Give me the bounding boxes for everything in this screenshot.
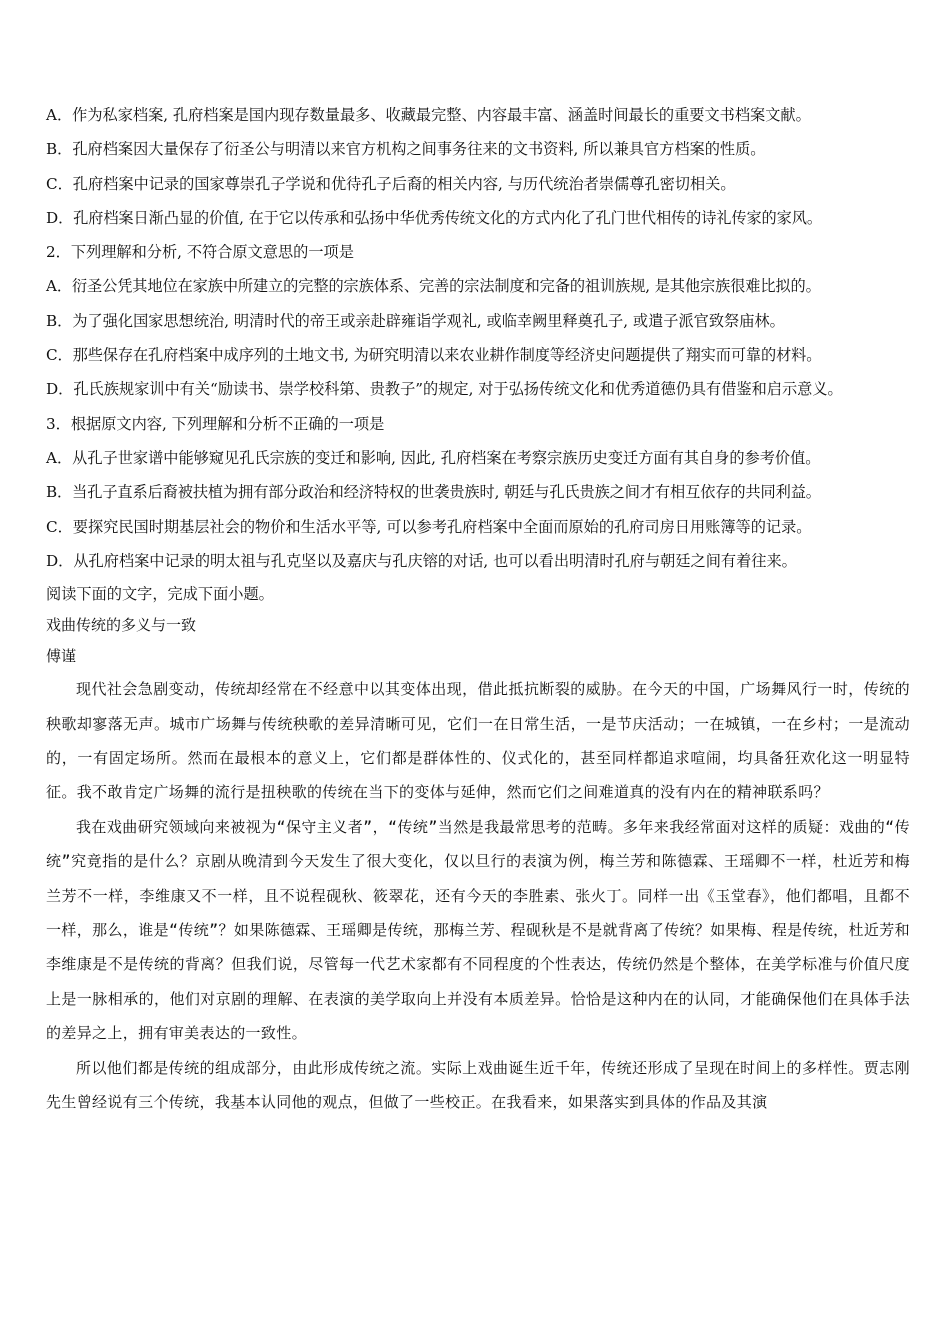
q3-option-d: D．从孔府档案中记录的明太祖与孔克坚以及嘉庆与孔庆镕的对话, 也可以看出明清时孔府与朝廷之间有着往来。 bbox=[46, 551, 797, 570]
q2-option-b: B．为了强化国家思想统治, 明清时代的帝王或亲赴辟雍诣学观礼, 或临幸阙里释奠孔子, 或遣子派官致祭庙林。 bbox=[46, 311, 785, 330]
q3-stem: 3．根据原文内容, 下列理解和分析不正确的一项是 bbox=[46, 414, 385, 433]
q1-option-a: A．作为私家档案, 孔府档案是国内现存数量最多、收藏最完整、内容最丰富、涵盖时间最长的重要文书档案文献。 bbox=[46, 106, 811, 124]
article-author: 傅谨 bbox=[46, 647, 77, 666]
q3-option-b: B．当孔子直系后裔被扶植为拥有部分政治和经济特权的世袭贵族时, 朝廷与孔氏贵族之间才有相互依存的共同利益。 bbox=[46, 483, 821, 502]
q2-option-c: C．那些保存在孔府档案中成序列的土地文书, 为研究明清以来农业耕作制度等经济史问题提供了翔实而可靠的材料。 bbox=[46, 346, 822, 365]
reading-instruction: 阅读下面的文字，完成下面小题。 bbox=[46, 585, 274, 604]
q1-option-c: C．孔府档案中记录的国家尊崇孔子学说和优待孔子后裔的相关内容, 与历代统治者崇儒尊孔密切相关。 bbox=[46, 174, 736, 193]
q3-option-c: C．要探究民国时期基层社会的物价和生活水平等, 可以参考孔府档案中全面而原始的孔府司房日用账簿等的记录。 bbox=[46, 517, 812, 536]
article-paragraph-2: 我在戏曲研究领域向来被视为“保守主义者”，“传统”当然是我最常思考的范畴。多年来我经常面对这样的质疑：戏曲的“传统”究竟指的是什么？京剧从晚清到今天发生了很大变化，仅以旦行的表演为例，梅兰芳和陈德霖、王瑶卿不一样，杜近芳和梅兰芳不一样，李维康又不一样，且不说程砚秋、筱翠花，还有今天的李胜素、张火丁。同样一出《玉堂春》，他们都唱，且都不一样，那么，谁是“传统”？如果陈德霖、王瑶卿是传统，那梅兰芳、程砚秋是不是就背离了传统？如果梅、程是传统，杜近芳和李维康是不是传统的背离？但我们说，尽管每一代艺术家都有不同程度的个性表达，传统仍然是个整体，在美学标准与价值尺度上是一脉相承的，他们对京剧的理解、在表演的美学取向上并没有本质差异。恰恰是这种内在的认同，才能确保他们在具体手法的差异之上，拥有审美表达的一致性。 bbox=[46, 817, 910, 1043]
q2-stem: 2．下列理解和分析, 不符合原文意思的一项是 bbox=[46, 243, 354, 262]
q2-option-a: A．衍圣公凭其地位在家族中所建立的完整的宗族体系、完善的宗法制度和完备的祖训族规, 是其他宗族很难比拟的。 bbox=[46, 277, 821, 296]
q1-option-b: B．孔府档案因大量保存了衍圣公与明清以来官方机构之间事务往来的文书资料, 所以兼具官方档案的性质。 bbox=[46, 140, 766, 159]
article-title: 戏曲传统的多义与一致 bbox=[46, 616, 197, 635]
article-paragraph-1: 现代社会急剧变动，传统却经常在不经意中以其变体出现，借此抵抗断裂的威胁。在今天的中国，广场舞风行一时，传统的秧歌却寥落无声。城市广场舞与传统秧歌的差异清晰可见，它们一在日常生活，一是节庆活动；一在城镇，一在乡村；一是流动的，一有固定场所。然而在最根本的意义上，它们都是群体性的、仪式化的，甚至同样都追求喧闹，均具备狂欢化这一明显特征。我不敢肯定广场舞的流行是扭秧歌的传统在当下的变体与延伸，然而它们之间难道真的没有内在的精神联系吗？ bbox=[46, 680, 910, 802]
article-paragraph-3: 所以他们都是传统的组成部分，由此形成传统之流。实际上戏曲诞生近千年，传统还形成了呈现在时间上的多样性。贾志刚先生曾经说有三个传统，我基本认同他的观点，但做了一些校正。在我看来，如果落实到具体的作品及其演 bbox=[46, 1058, 910, 1112]
q3-option-a: A．从孔子世家谱中能够窥见孔氏宗族的变迁和影响, 因此, 孔府档案在考察宗族历史变迁方面有其自身的参考价值。 bbox=[46, 448, 821, 467]
q1-option-d: D．孔府档案日渐凸显的价值, 在于它以传承和弘扬中华优秀传统文化的方式内化了孔门世代相传的诗礼传家的家风。 bbox=[46, 208, 822, 227]
q2-option-d: D．孔氏族规家训中有关“励读书、崇学校科第、贵教子”的规定, 对于弘扬传统文化和优秀道德仍具有借鉴和启示意义。 bbox=[46, 380, 843, 399]
